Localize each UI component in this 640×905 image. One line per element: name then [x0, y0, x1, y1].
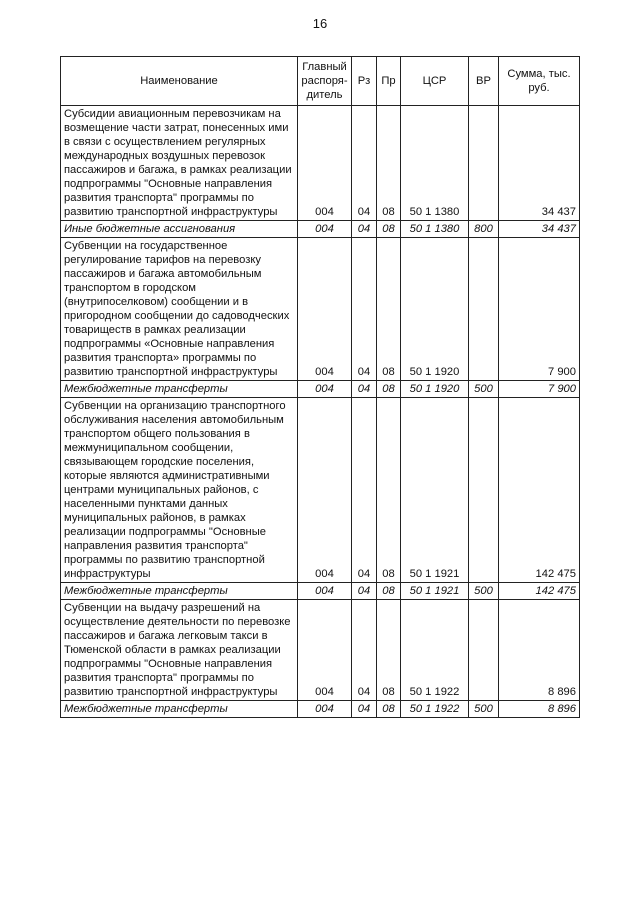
row-admin: 004 — [298, 238, 352, 381]
row-sum: 142 475 — [499, 583, 580, 600]
row-admin: 004 — [298, 221, 352, 238]
row-admin: 004 — [298, 106, 352, 221]
row-csr: 50 1 1380 — [401, 221, 469, 238]
row-name: Субвенции на организацию транспортного обслуживания населения автомобильным транспортом общего пользования в межмуниципальном сообщении, связывающем городские поселения, которые являются административными центрами муниципальных районов, с населенными пунктами данных муниципальных районов, в рамках реализации подпрограммы "Основные направления развития транспорта" программы по развитию транспортной инфраструктуры — [61, 398, 298, 583]
row-sum: 34 437 — [499, 221, 580, 238]
row-admin: 004 — [298, 600, 352, 701]
row-vr — [469, 238, 499, 381]
table-row — [61, 381, 580, 398]
row-admin: 004 — [298, 381, 352, 398]
row-admin: 004 — [298, 398, 352, 583]
row-admin: 004 — [298, 701, 352, 718]
row-name: Межбюджетные трансферты — [61, 381, 298, 398]
row-sum: 142 475 — [499, 398, 580, 583]
row-csr: 50 1 1921 — [401, 583, 469, 600]
row-sum: 7 900 — [499, 238, 580, 381]
row-pr: 08 — [377, 701, 401, 718]
row-csr: 50 1 1920 — [401, 238, 469, 381]
row-rz: 04 — [352, 701, 377, 718]
row-csr: 50 1 1922 — [401, 600, 469, 701]
row-rz: 04 — [352, 398, 377, 583]
table-row — [61, 221, 580, 238]
row-name: Межбюджетные трансферты — [61, 701, 298, 718]
table-row — [61, 106, 580, 221]
row-pr: 08 — [377, 238, 401, 381]
table-row — [61, 583, 580, 600]
row-rz: 04 — [352, 221, 377, 238]
row-vr: 800 — [469, 221, 499, 238]
header-admin: Главный распоря-дитель — [298, 57, 352, 106]
row-csr: 50 1 1380 — [401, 106, 469, 221]
row-name: Субсидии авиационным перевозчикам на возмещение части затрат, понесенных ими в связи с осуществлением регулярных международных воздушных перевозок пассажиров и багажа, в рамках реализации подпрограммы "Основные направления развития транспорта" программы по развитию транспортной инфраструктуры — [61, 106, 298, 221]
table-row — [61, 238, 580, 381]
table-row — [61, 701, 580, 718]
row-pr: 08 — [377, 600, 401, 701]
row-pr: 08 — [377, 583, 401, 600]
row-name: Субвенции на выдачу разрешений на осуществление деятельности по перевозке пассажиров и багажа легковым такси в Тюменской области в рамках реализации подпрограммы "Основные направления развития транспорта" программы по развитию транспортной инфраструктуры — [61, 600, 298, 701]
row-vr — [469, 106, 499, 221]
row-pr: 08 — [377, 221, 401, 238]
header-vr: ВР — [469, 57, 499, 106]
header-name: Наименование — [61, 57, 298, 106]
row-rz: 04 — [352, 381, 377, 398]
row-rz: 04 — [352, 106, 377, 221]
row-sum: 34 437 — [499, 106, 580, 221]
row-csr: 50 1 1921 — [401, 398, 469, 583]
row-pr: 08 — [377, 398, 401, 583]
row-vr — [469, 398, 499, 583]
row-rz: 04 — [352, 238, 377, 381]
row-csr: 50 1 1920 — [401, 381, 469, 398]
row-vr: 500 — [469, 381, 499, 398]
table-row — [61, 398, 580, 583]
budget-table — [60, 56, 580, 718]
row-name: Межбюджетные трансферты — [61, 583, 298, 600]
row-name: Субвенции на государственное регулирование тарифов на перевозку пассажиров и багажа автомобильным транспортом в городском (внутрипоселковом) сообщении и в пригородном сообщении до садоводческих товариществ в рамках реализации подпрограммы «Основные направления развития транспорта» программы по развитию транспортной инфраструктуры — [61, 238, 298, 381]
row-admin: 004 — [298, 583, 352, 600]
header-rz: Рз — [352, 57, 377, 106]
row-sum: 8 896 — [499, 600, 580, 701]
page-number: 16 — [312, 16, 328, 31]
row-vr: 500 — [469, 701, 499, 718]
row-sum: 7 900 — [499, 381, 580, 398]
row-sum: 8 896 — [499, 701, 580, 718]
row-vr: 500 — [469, 583, 499, 600]
row-rz: 04 — [352, 583, 377, 600]
header-row — [61, 57, 580, 106]
row-rz: 04 — [352, 600, 377, 701]
row-name: Иные бюджетные ассигнования — [61, 221, 298, 238]
row-pr: 08 — [377, 381, 401, 398]
row-csr: 50 1 1922 — [401, 701, 469, 718]
header-csr: ЦСР — [401, 57, 469, 106]
header-sum: Сумма, тыс. руб. — [499, 57, 580, 106]
header-pr: Пр — [377, 57, 401, 106]
row-pr: 08 — [377, 106, 401, 221]
row-vr — [469, 600, 499, 701]
table-row — [61, 600, 580, 701]
